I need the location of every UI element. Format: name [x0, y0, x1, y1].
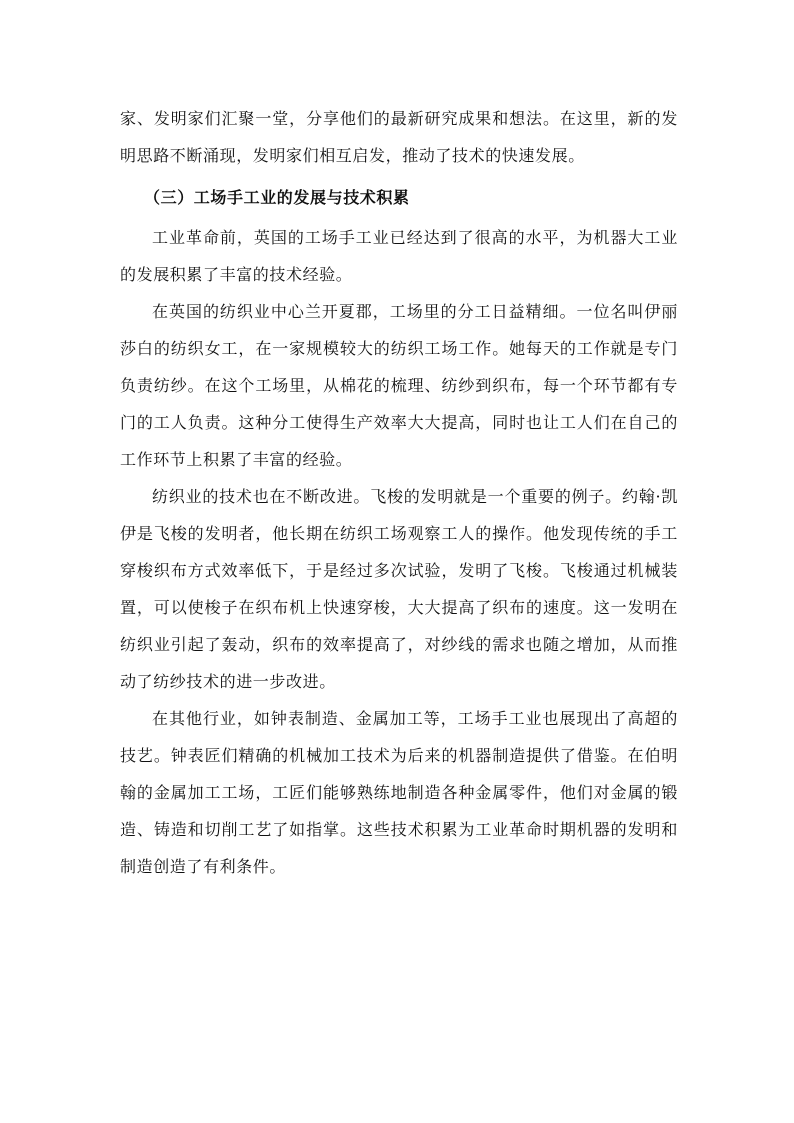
section-heading: （三）工场手工业的发展与技术积累	[144, 188, 410, 207]
paragraph: 纺织业的技术也在不断改进。飞梭的发明就是一个重要的例子。约翰·凯伊是飞梭的发明者，他长期在纺织工场观察工人的操作。他发现传统的手工穿梭织布方式效率低下，于是经过多次试验，发明了飞梭。飞梭通过机械装置，可以使梭子在织布机上快速穿梭，大大提高了织布的速度。这一发明在纺织业引起了轰动，织布的效率提高了，对纱线的需求也随之增加，从而推动了纺纱技术的进一步改进。	[120, 487, 678, 691]
paragraph: 在其他行业，如钟表制造、金属加工等，工场手工业也展现出了高超的技艺。钟表匠们精确的机械加工技术为后来的机器制造提供了借鉴。在伯明翰的金属加工工场，工匠们能够熟练地制造各种金属零件，他们对金属的锻造、铸造和切削工艺了如指掌。这些技术积累为工业革命时期机器的发明和制造创造了有利条件。	[120, 709, 678, 876]
document-body	[120, 100, 678, 885]
paragraph: 在英国的纺织业中心兰开夏郡，工场里的分工日益精细。一位名叫伊丽莎白的纺织女工，在一家规模较大的纺织工场工作。她每天的工作就是专门负责纺纱。在这个工场里，从棉花的梳理、纺纱到织布，每一个环节都有专门的工人负责。这种分工使得生产效率大大提高，同时也让工人们在自己的工作环节上积累了丰富的经验。	[120, 302, 678, 469]
paragraph-continued: 家、发明家们汇聚一堂，分享他们的最新研究成果和想法。在这里，新的发明思路不断涌现，发明家们相互启发，推动了技术的快速发展。	[120, 109, 678, 165]
paragraph: 工业革命前，英国的工场手工业已经达到了很高的水平，为机器大工业的发展积累了丰富的技术经验。	[120, 228, 678, 284]
